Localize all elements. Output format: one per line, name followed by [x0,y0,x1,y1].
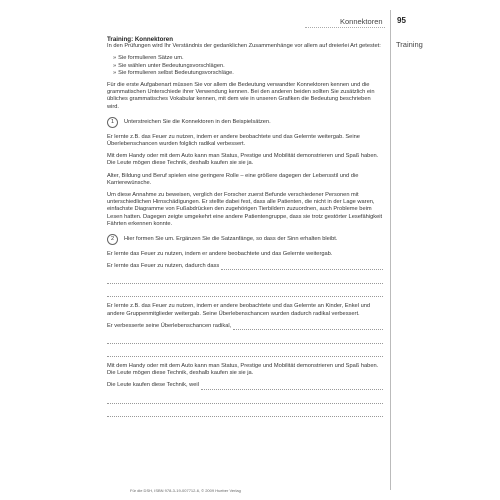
blank-line[interactable] [107,407,383,417]
example-sentence: Mit dem Handy oder mit dem Auto kann man Status, Prestige und Mobilität demonstrieren und Spaß haben. Die Leute mögen diese Technik, deshalb kaufen sie sie ja. [107,153,379,167]
bullet-item: » Sie wählen unter Bedeutungsvorschlägen. [113,63,383,70]
blank-line[interactable] [107,287,383,297]
blank-line[interactable] [107,394,383,404]
task-instruction: Hier formen Sie um. Ergänzen Sie die Satzanfänge, so dass der Sinn erhalten bleibt. [124,235,338,242]
blank-line[interactable] [107,347,383,357]
answer-line[interactable] [107,382,383,389]
task-number-badge: 2 [107,234,118,245]
intro-bullets [107,55,383,77]
example-sentence: Um diese Annahme zu beweisen, verglich der Forscher zuerst Befunde verschiedener Personen mit unterschiedlichen Hirnschädigungen. Er stellte dabei fest, dass alle Patienten, die nicht in der Lage waren, einfachste Diagramme von Fußabdrücken den zugehörigen Tierbildern zuzuordnen, auch Probleme beim Lesen hatten. Dagegen zeigte umgekehrt eine andere Patientengruppe, dass sie trotz gestörter Lesefähigkeit Fährten erkennen konnte. [107,192,383,227]
intro-text: In den Prüfungen wird Ihr Verständnis der gedanklichen Zusammenhänge vor allem auf dreierlei Art getestet: [107,43,381,50]
answer-line[interactable] [107,263,383,270]
main-content [107,36,383,420]
blank-line[interactable] [107,334,383,344]
task-instruction: Unterstreichen Sie die Konnektoren in den Beispielsätzen. [124,118,271,125]
sentence-start: Er lernte das Feuer zu nutzen, dadurch dass [107,263,220,270]
example-sentence: Er lernte z.B. das Feuer zu nutzen, indem er andere beobachtete und das Gelernte weitergab. Seine Überlebenschancen wurden folglich radikal verbessert. [107,133,360,148]
page-number: 95 [397,16,406,25]
intro-text-2: Für die erste Aufgabenart müssen Sie vor allem die Bedeutung verwandter Konnektoren kennen und die grammatischen Unterschiede ihrer Verwendung kennen. Bei den anderen beiden sollten Sie zusätzlich ein übliches grammatisches Vokabular kennen, mit dem wie in unseren Grafiken die Bedeutung beschrieben wird. [107,82,375,110]
blank-line[interactable] [107,274,383,284]
blank-fill[interactable] [221,264,383,270]
margin-divider [390,10,391,490]
header-rule [305,27,385,28]
source-sentence: Er lernte das Feuer zu nutzen, indem er andere beobachtete und das Gelernte weitergab. [107,251,333,258]
task-1-header [107,117,383,128]
answer-line[interactable] [107,323,383,330]
running-header: Konnektoren [340,17,383,26]
section-heading: Training: Konnektoren [107,36,174,43]
task-number-badge: 1 [107,117,118,128]
example-sentence: Alter, Bildung und Beruf spielen eine geringere Rolle – eine größere dagegen der Lebensstil und die Karrierewünsche. [107,172,359,186]
task-2-header [107,234,383,245]
source-sentence: Er lernte z.B. das Feuer zu nutzen, indem er andere beobachtete und das Gelernte an Kinder, Enkel und andere Gruppenmitglieder weitergab. Seine Überlebenschancen wurden dadurch radikal verbessert. [107,303,371,317]
sentence-start: Die Leute kaufen diese Technik, weil [107,382,199,389]
sentence-start: Er verbesserte seine Überlebenschancen radikal, [107,322,232,329]
blank-fill[interactable] [233,324,383,330]
blank-fill[interactable] [201,384,383,390]
page-footer: Für die DSH, ISBN 978-3-19-007712-6, © 2009 Hueber Verlag [130,488,241,493]
side-label: Training [396,40,423,49]
bullet-item: » Sie formulieren Sätze um. [113,55,383,62]
source-sentence: Mit dem Handy oder mit dem Auto kann man Status, Prestige und Mobilität demonstrieren und Spaß haben. Die Leute mögen diese Technik, deshalb kaufen sie sie ja. [107,363,379,377]
bullet-item: » Sie formulieren selbst Bedeutungsvorschläge. [113,70,383,77]
